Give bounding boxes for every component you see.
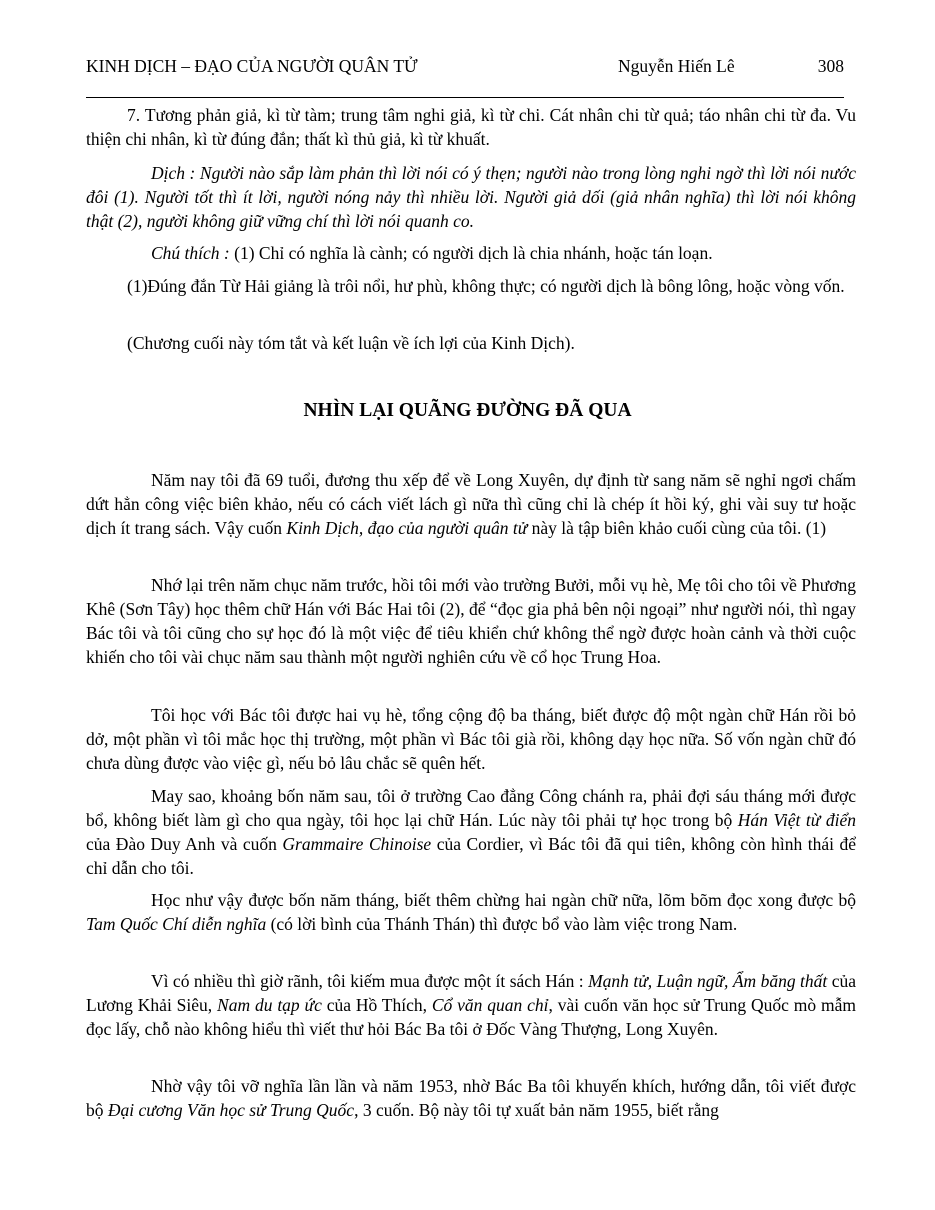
p4-text-a: May sao, khoảng bốn năm sau, tôi ở trường Cao đẳng Công chánh ra, phải đợi sáu tháng mới được bổ, không biết làm gì cho qua ngày, tôi học lại chữ Hán. Lúc này tôi phải tự học trong bộ	[86, 786, 856, 830]
p6-co-van-title: Cổ văn quan chỉ	[431, 995, 549, 1015]
verse-paragraph	[86, 103, 856, 151]
p7-text-c: , 3 cuốn. Bộ này tôi tự xuất bản năm 1955, biết rằng	[354, 1100, 719, 1120]
p7-text-a: Nhờ vậy tôi vỡ nghĩa lần lần và năm 1953, nhờ Bác Ba tôi khuyến khích, hướng dẫn, tôi viết được bộ	[86, 1076, 856, 1120]
p5-text-c: (có lời bình của Thánh Thán) thì được bổ vào làm việc trong Nam.	[266, 914, 738, 934]
note-paragraph	[86, 241, 856, 265]
p6-text-c: của Lương Khải Siêu,	[86, 971, 856, 1015]
p7-book-title: Đại cương Văn học sử Trung Quốc	[107, 1100, 355, 1120]
p6-text-g: , vài cuốn văn học sử Trung Quốc mò mẫm đọc lấy, chỗ nào không hiểu thì viết thư hỏi Bác Ba tôi ở Đốc Vàng Thượng, Long Xuyên.	[86, 995, 857, 1039]
p2-text: Nhớ lại trên năm chục năm trước, hồi tôi mới vào trường Bưởi, mỗi vụ hè, Mẹ tôi cho tôi về Phương Khê (Sơn Tây) học thêm chữ Hán với Bác Hai tôi (2), để “đọc gia phả bên nội ngoại” như người nói, thì ngay Bác tôi và tôi cũng cho sự học đó là một việc để tiêu khiển chứ không thể ngờ được hoàn cảnh và thời cuộc khiến cho tôi vài chục năm sau thành một người nghiên cứu về cổ học Trung Hoa.	[86, 575, 856, 667]
p5-text-a: Học như vậy được bốn năm tháng, biết thêm chừng hai ngàn chữ nữa, lõm bõm đọc xong được bộ	[151, 890, 856, 910]
p6-nam-du-title: Nam du tạp ức	[217, 995, 322, 1015]
p4-text-c: của Đào Duy Anh và cuốn	[86, 834, 283, 854]
note2-text: (1)Đúng đắn Từ Hải giảng là trôi nổi, hư phù, không thực; có người dịch là bông lông, hoặc vòng vốn.	[127, 276, 845, 296]
translation-text: Dịch : Người nào sắp làm phản thì lời nói có ý thẹn; người nào trong lòng nghi ngờ thì lời nói nước đôi (1). Người tốt thì ít lời, người nóng nảy thì nhiều lời. Người giả dối (giả nhân nghĩa) thì lời nói không thật (2), người không giữ vững chí thì lời nói quanh co.	[86, 163, 856, 231]
summary-text: (Chương cuối này tóm tắt và kết luận về ích lợi của Kinh Dịch).	[127, 333, 575, 353]
p4-dictionary-title: Hán Việt từ điển	[737, 810, 856, 830]
p6-text-a: Vì có nhiều thì giờ rãnh, tôi kiếm mua được một ít sách Hán :	[151, 971, 589, 991]
p6-text-e: của Hồ Thích,	[321, 995, 432, 1015]
p6-books-title: Mạnh tử, Luận ngữ, Ẩm băng thất	[588, 971, 828, 991]
page-number: 308	[817, 56, 844, 76]
page-header	[86, 56, 844, 82]
body-paragraph-5	[86, 888, 856, 936]
p1-text-a: Năm nay tôi đã 69 tuổi, đương thu xếp để về Long Xuyên, dự định từ sang năm sẽ nghỉ ngơi chấm dứt hẳn công việc biên khảo, nếu có cách viết lách gì nữa thì cũng chỉ là chép ít hồi ký, ghi vài suy tư hoặc dịch ít trang sách. Vậy cuốn	[86, 470, 856, 538]
body-paragraph-6	[86, 969, 856, 1041]
note-text: (1) Chỉ có nghĩa là cành; có người dịch là chia nhánh, hoặc tán loạn.	[229, 243, 713, 263]
translation-paragraph	[86, 161, 856, 233]
body-paragraph-1	[86, 468, 856, 540]
body-paragraph-3	[86, 703, 856, 775]
p4-grammar-title: Grammaire Chinoise	[282, 834, 432, 854]
author-name: Nguyễn Hiến Lê	[618, 56, 735, 76]
p3-text: Tôi học với Bác tôi được hai vụ hè, tổng cộng độ ba tháng, biết được độ một ngàn chữ Hán rồi bỏ dở, một phần vì tôi mắc học thị trường, một phần vì Bác tôi già rồi, không dạy học nữa. Số vốn ngàn chữ đó chưa dùng được vào việc gì, nếu bỏ lâu chắc sẽ quên hết.	[86, 705, 856, 773]
body-paragraph-2	[86, 573, 856, 669]
body-paragraph-4	[86, 784, 856, 880]
p1-text-c: này là tập biên khảo cuối cùng của tôi. (1)	[527, 518, 827, 538]
p1-book-title: Kinh Dịch, đạo của người quân tử	[286, 518, 528, 538]
summary-paragraph	[86, 331, 856, 355]
section-title: NHÌN LẠI QUÃNG ĐƯỜNG ĐÃ QUA	[303, 400, 632, 421]
p5-novel-title: Tam Quốc Chí diễn nghĩa	[86, 914, 267, 934]
note-label: Chú thích :	[151, 243, 230, 263]
header-rule	[86, 97, 844, 98]
note2-paragraph	[86, 274, 856, 298]
body-paragraph-7	[86, 1074, 856, 1122]
verse-text: 7. Tương phản giả, kì từ tàm; trung tâm nghi giả, kì từ chi. Cát nhân chi từ quả; táo nhân chi từ đa. Vu thiện chi nhân, kì từ đúng đắn; thất kì thủ giả, kì từ khuất.	[86, 105, 856, 149]
p4-text-e: của Cordier, vì Bác tôi đã qui tiên, không còn hình thái để chỉ dẫn cho tôi.	[86, 834, 856, 878]
book-title: KINH DỊCH – ĐẠO CỦA NGƯỜI QUÂN TỬ	[86, 56, 418, 76]
